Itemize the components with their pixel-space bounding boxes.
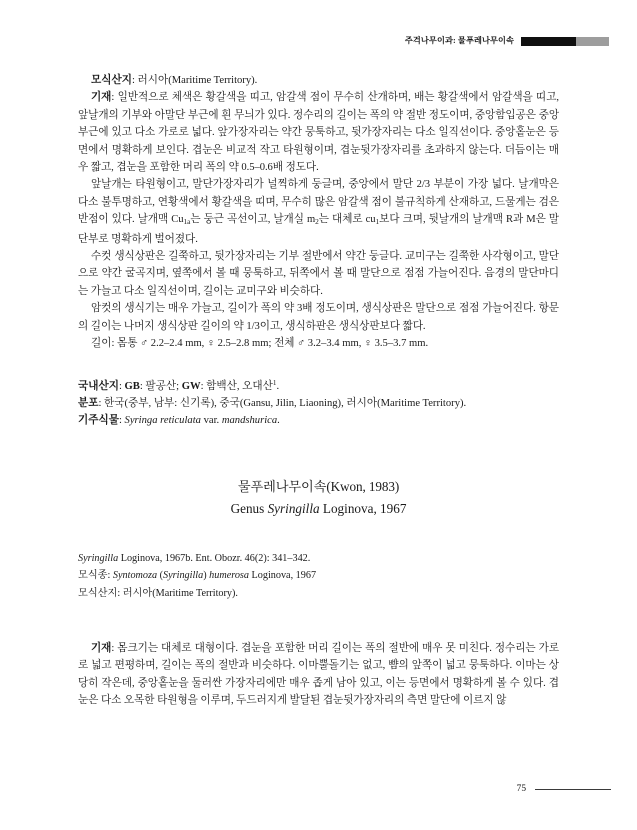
genus-description-paragraph-1	[78, 640, 559, 710]
running-head-text: 주걱나무이과: 물푸레나무이속	[404, 35, 514, 45]
genus-citation-name: Syringilla	[78, 552, 119, 564]
species-distribution-label: 분포	[78, 397, 99, 409]
cell-m-subscript: 2	[315, 217, 319, 227]
species-host-plant-label: 기주식물	[78, 415, 119, 427]
species-type-locality-label: 모식산지	[91, 75, 132, 86]
genus-heading-latin-name: Syringilla	[267, 500, 320, 516]
species-measurements-text: 길이: 몸통 ♂ 2.2–2.4 mm, ♀ 2.5–2.8 mm; 전체 ♂ 3.2–3.4 mm, ♀ 3.5–3.7 mm.	[91, 338, 429, 350]
genus-heading-korean: 물푸레나무이속(Kwon, 1983)	[237, 478, 400, 494]
type-species-subgenus: Syringilla	[163, 570, 204, 582]
species-description-text-2d: 보다 크며, 뒷날개의 날개맥 R과 M은 말단부로 명확하게 벌어졌다.	[78, 214, 559, 245]
genus-type-species-sep: :	[107, 570, 113, 582]
page-footer	[517, 785, 611, 794]
species-description-paragraph-4	[78, 300, 559, 335]
locality-period: .	[276, 380, 280, 392]
species-description-paragraph-3	[78, 248, 559, 300]
running-head-rule-dark	[521, 37, 576, 46]
genus-type-species	[78, 567, 559, 584]
genus-type-species-label: 모식종	[78, 570, 108, 582]
genus-citation-rest: Loginova, 1967b. Ent. Obozr. 46(2): 341–342.	[118, 552, 311, 564]
locality-footnote-marker: 1	[272, 378, 277, 387]
page-number: 75	[516, 783, 526, 794]
genus-heading-latin	[78, 498, 559, 520]
text-column	[78, 72, 559, 710]
locality-code-gb: GB	[124, 380, 140, 392]
genus-heading-latin-prefix: Genus	[230, 500, 268, 516]
locality-gb-value: : 팔공산;	[139, 380, 182, 392]
species-description-paragraph-1	[78, 89, 559, 176]
genus-heading-latin-author: Loginova, 1967	[319, 500, 407, 516]
genus-type-locality-value: : 러시아(Maritime Territory).	[117, 587, 238, 599]
host-plant-variety: mandshurica	[221, 415, 278, 427]
species-korean-localities	[78, 375, 559, 395]
species-description-text-2b: 는 둥근 곡선이고, 날개실 m	[190, 214, 316, 226]
cell-cu-subscript: 1	[375, 217, 380, 227]
spacer	[78, 602, 559, 640]
footer-rule	[535, 789, 611, 790]
type-species-epithet: humerosa	[209, 570, 249, 582]
species-description-paragraph-2	[78, 176, 559, 248]
vein-cu-subscript: 1a	[183, 217, 191, 227]
species-description-label: 기재	[91, 92, 112, 104]
species-host-plant	[78, 412, 559, 429]
genus-description-label: 기재	[91, 642, 112, 654]
spacer	[78, 353, 559, 375]
running-head-rule	[521, 37, 609, 46]
species-description-text-3: 수컷 생식상판은 길쭉하고, 뒷가장자리는 기부 절반에서 약간 둥글다. 교미구는 길쭉한 사각형이고, 말단으로 약간 굴곡지며, 옆쪽에서 볼 때 뭉툭하고, 뒤쪽에서 볼 때 말단으로 점점 가늘어진다. 음경의 말단마디는 가늘고 다소 일직선이며, 길이는 교미구와 비슷하다.	[78, 251, 559, 297]
genus-description-text: : 몸크기는 대체로 대형이다. 겹눈을 포함한 머리 길이는 폭의 절반에 매우 못 미친다. 정수리는 가로로 넓고 편평하며, 길이는 폭의 절반과 비슷하다. 이마뿔돌기는 없고, 뺨의 앞쪽이 넓고 뭉툭하다. 이마는 상당히 작은데, 중앙홑눈을 둘러싼 가장자리에만 매우 좁게 남아 있고, 이는 등면에서 명확하게 볼 수 있다. 겹눈은 다소 오목한 타원형을 이루며, 두드러지게 발달된 겹눈뒷가장자리의 측면 말단에 이르지 않	[78, 642, 559, 707]
type-species-genus: Syntomoza	[112, 570, 158, 582]
species-korean-localities-sep: :	[118, 380, 125, 392]
species-description-text-2a: 앞날개는 타원형이고, 말단가장자리가 널찍하게 둥글며, 중앙에서 말단 2/3 부분이 가장 넓다. 날개막은 다소 불투명하고, 연황색에서 황갈색을 띠며, 무수히 많은 암갈색 점이 불규칙하게 산재하고, 드물게는 검은 반점이 있다. 날개맥 Cu	[78, 179, 559, 226]
genus-type-locality-label: 모식산지	[78, 587, 118, 599]
genus-citation	[78, 550, 559, 567]
genus-heading	[78, 476, 559, 520]
species-distribution	[78, 395, 559, 412]
running-head	[405, 34, 609, 48]
running-head-rule-light	[576, 37, 609, 46]
species-measurements	[78, 335, 559, 352]
species-description-text-2c: 는 대체로 cu	[318, 214, 376, 226]
type-species-paren-open: (	[157, 570, 164, 582]
spacer	[78, 430, 559, 476]
spacer	[78, 520, 559, 550]
genus-type-locality	[78, 585, 559, 602]
host-plant-genus-species: Syringa reticulata	[124, 415, 201, 427]
locality-code-gw: GW	[181, 380, 201, 392]
species-type-locality-value: : 러시아(Maritime Territory).	[131, 75, 258, 86]
species-description-text-1: : 일반적으로 체색은 황갈색을 띠고, 암갈색 점이 무수히 산개하며, 배는 황갈색에서 암갈색을 띠고, 앞날개의 기부와 아말단 부근에 흰 무늬가 있다. 정수리의 길이는 폭의 약 절반 정도이며, 중앙함입공은 중앙 부근에 있고 다소 가로로 넓다. 앞가장자리는 약간 뭉툭하고, 뒷가장자리는 다소 일직선이다. 중앙홑눈은 등면에서 명확하게 보인다. 겹눈은 비교적 작고 타원형이며, 겹눈뒷가장자리를 초과하지 않는다. 더듬이는 매우 짧고, 겹눈을 포함한 머리 폭의 약 0.5–0.6배 정도다.	[78, 92, 559, 174]
species-korean-localities-label: 국내산지	[78, 380, 119, 392]
species-description-text-4: 암컷의 생식기는 매우 가늘고, 길이가 폭의 약 3배 정도이며, 생식상판은 말단으로 점점 가늘어진다. 항문의 길이는 나머지 생식상판 길이의 약 1/3이고, 생식하판은 생식상판보다 짧다.	[78, 303, 559, 332]
species-type-locality	[78, 72, 559, 89]
type-species-author: Loginova, 1967	[248, 570, 317, 582]
host-plant-period: .	[277, 415, 280, 427]
species-host-plant-sep: :	[118, 415, 125, 427]
species-distribution-value: : 한국(중부, 남부: 신기록), 중국(Gansu, Jilin, Liaoning), 러시아(Maritime Territory).	[98, 397, 467, 409]
type-species-paren-close: )	[203, 570, 210, 582]
locality-gw-value: : 함백산, 오대산	[200, 380, 273, 392]
host-plant-variety-marker: var.	[200, 415, 222, 427]
